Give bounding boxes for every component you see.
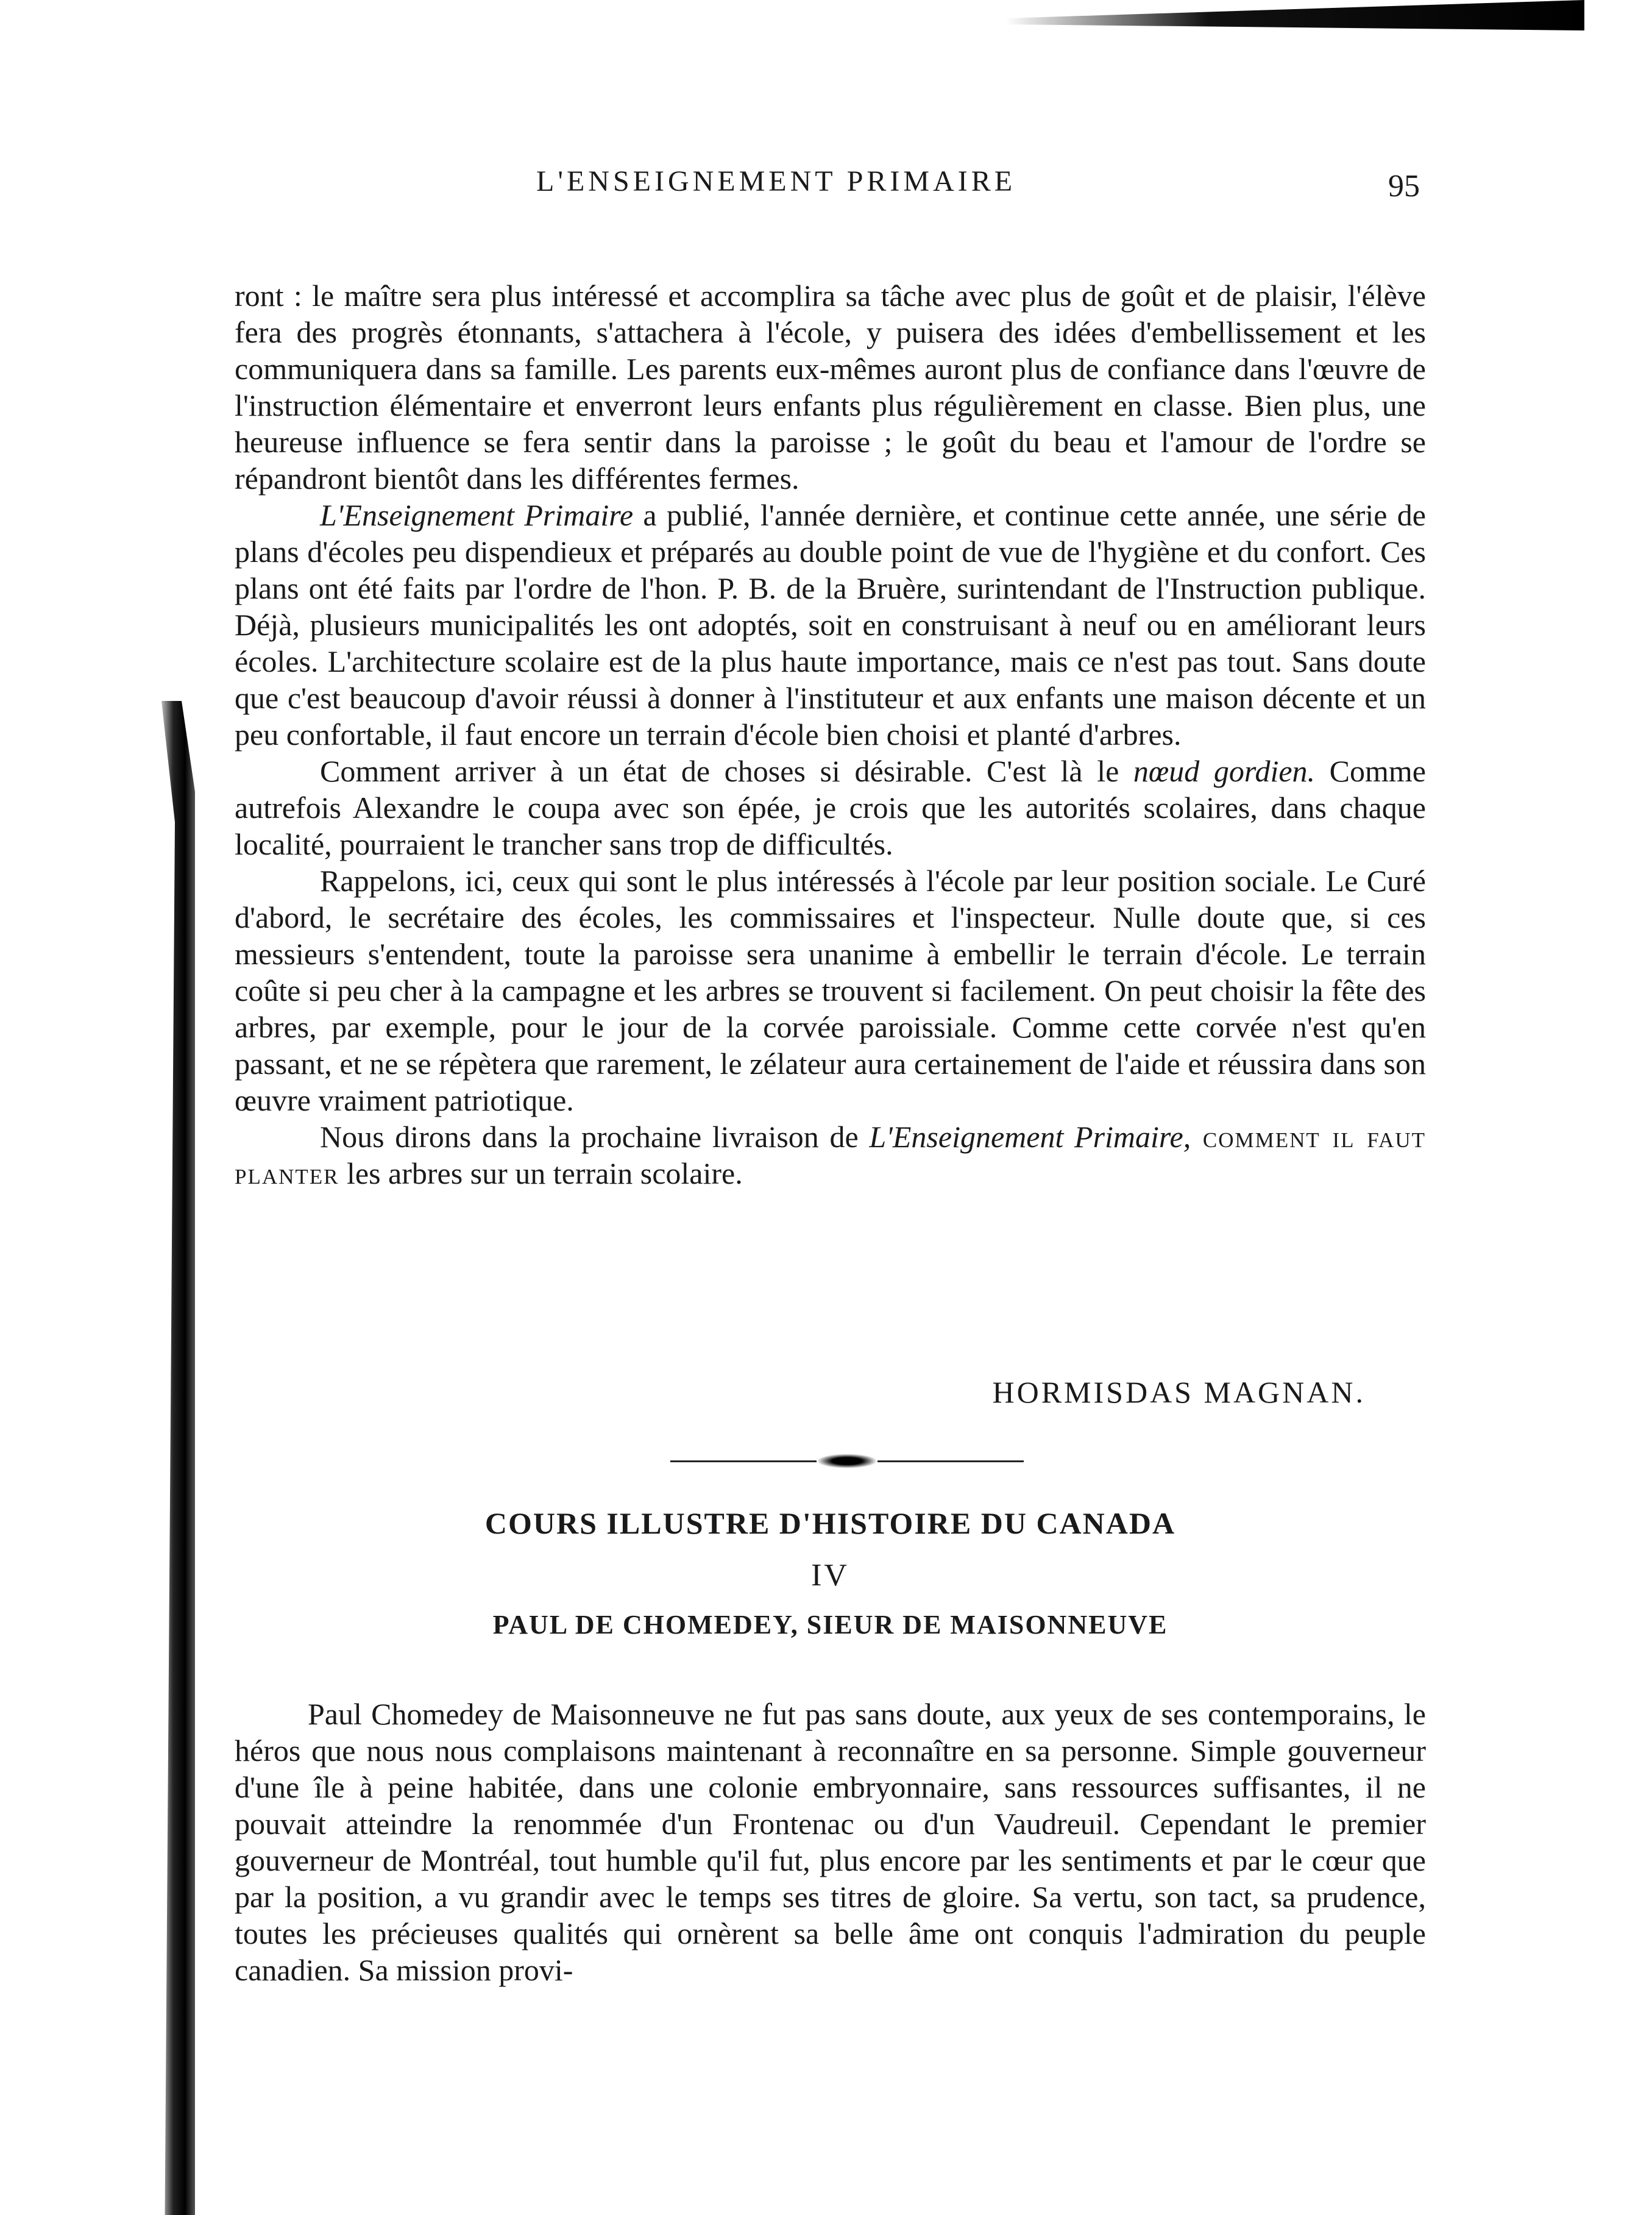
section-divider-ornament: [670, 1454, 1024, 1468]
section-subtitle: PAUL DE CHOMEDEY, SIEUR DE MAISONNEUVE: [492, 1610, 1168, 1640]
author-signature: HORMISDAS MAGNAN.: [992, 1375, 1366, 1409]
binding-shadow: [161, 701, 195, 2215]
paragraph-5-text-b: les arbres sur un terrain scolaire.: [339, 1156, 743, 1190]
paragraph-3: [235, 753, 1426, 862]
paragraph-1: ront : le maître sera plus intéressé et accomplira sa tâche avec plus de goût et de plaisir, l'élève fera des progrès étonnants, s'attachera à l'école, y puisera des idées d'embellissement et les communiquera dans sa famille. Les parents eux-mêmes auront plus de confiance dans l'œuvre de l'instruction élémentaire et enverront leurs enfants plus régulièrement en classe. Bien plus, une heureuse influence se fera sentir dans la paroisse ; le goût du beau et l'amour de l'ordre se répandront bientôt dans les différentes fermes.: [235, 279, 1426, 496]
running-title: L'ENSEIGNEMENT PRIMAIRE: [536, 165, 1016, 197]
paragraph-4: Rappelons, ici, ceux qui sont le plus intéressés à l'école par leur position sociale. Le Curé d'abord, le secrétaire des écoles, les commissaires et l'inspecteur. Nulle doute que, si ces messieurs s'entendent, toute la paroisse sera unanime à embellir le terrain d'école. Le terrain coûte si peu cher à la campagne et les arbres se trouvent si facilement. On peut choisir la fête des arbres, par exemple, pour le jour de la corvée paroissiale. Comme cette corvée n'est qu'en passant, et ne se répètera que rarement, le zélateur aura certainement de l'aide et réussira dans son œuvre vraiment patriotique.: [235, 864, 1426, 1117]
paragraph-3-text-a: Comment arriver à un état de choses si désirable. C'est là le: [320, 754, 1133, 788]
page-number: 95: [1388, 169, 1420, 204]
paragraph-3-text-b: Comme autrefois Alexandre le coupa avec son épée, je crois que les autorités scolaires, dans chaque localité, pourraient le trancher sans trop de difficultés.: [235, 754, 1426, 861]
article-body: [235, 277, 1426, 1192]
paragraph-2: [235, 497, 1426, 753]
history-paragraph: Paul Chomedey de Maisonneuve ne fut pas sans doute, aux yeux de ses contemporains, le héros que nous nous complaisons maintenant à reconnaître en sa personne. Simple gouverneur d'une île à peine habitée, dans une colonie embryonnaire, sans ressources suffisantes, il ne pouvait atteindre la renommée d'un Frontenac ou d'un Vaudreuil. Cependant le premier gouverneur de Montréal, tout humble qu'il fut, plus encore par les sentiments et par le cœur que par la position, a vu grandir avec le temps ses titres de gloire. Sa vertu, son tact, sa prudence, toutes les précieuses qualités qui ornèrent sa belle âme ont conquis l'admiration du peuple canadien. Sa mission provi-: [235, 1697, 1426, 1987]
divider-line-right: [877, 1460, 1024, 1462]
journal-title: L'Enseignement Primaire: [320, 498, 634, 532]
divider-ornament-center: [817, 1454, 877, 1468]
top-scan-rule: [1005, 0, 1584, 30]
next-issue-title: comment il faut planter: [235, 1120, 1426, 1190]
history-article: [235, 1696, 1426, 1988]
gordian-knot: nœud gordien.: [1133, 754, 1316, 788]
section-title: COURS ILLUSTRE D'HISTOIRE DU CANADA: [484, 1506, 1176, 1540]
divider-line-left: [670, 1460, 817, 1462]
journal-title-2: L'Enseignement Primaire,: [869, 1120, 1191, 1154]
section-number: IV: [811, 1558, 849, 1593]
paragraph-5: [235, 1118, 1426, 1192]
page-header: [232, 165, 1420, 219]
paragraph-5-text-a: Nous dirons dans la prochaine livraison de: [320, 1120, 870, 1154]
paragraph-2-text: a publié, l'année dernière, et continue cette année, une série de plans d'écoles peu dispendieux et préparés au double point de vue de l'hygiène et du confort. Ces plans ont été faits par l'ordre de l'hon. P. B. de la Bruère, surintendant de l'Instruction publique. Déjà, plusieurs municipalités les ont adoptés, soit en construisant à neuf ou en améliorant leurs écoles. L'architecture scolaire est de la plus haute importance, mais ce n'est pas tout. Sans doute que c'est beaucoup d'avoir réussi à donner à l'instituteur et aux enfants une maison décente et un peu confortable, il faut encore un terrain d'école bien choisi et planté d'arbres.: [235, 498, 1427, 752]
